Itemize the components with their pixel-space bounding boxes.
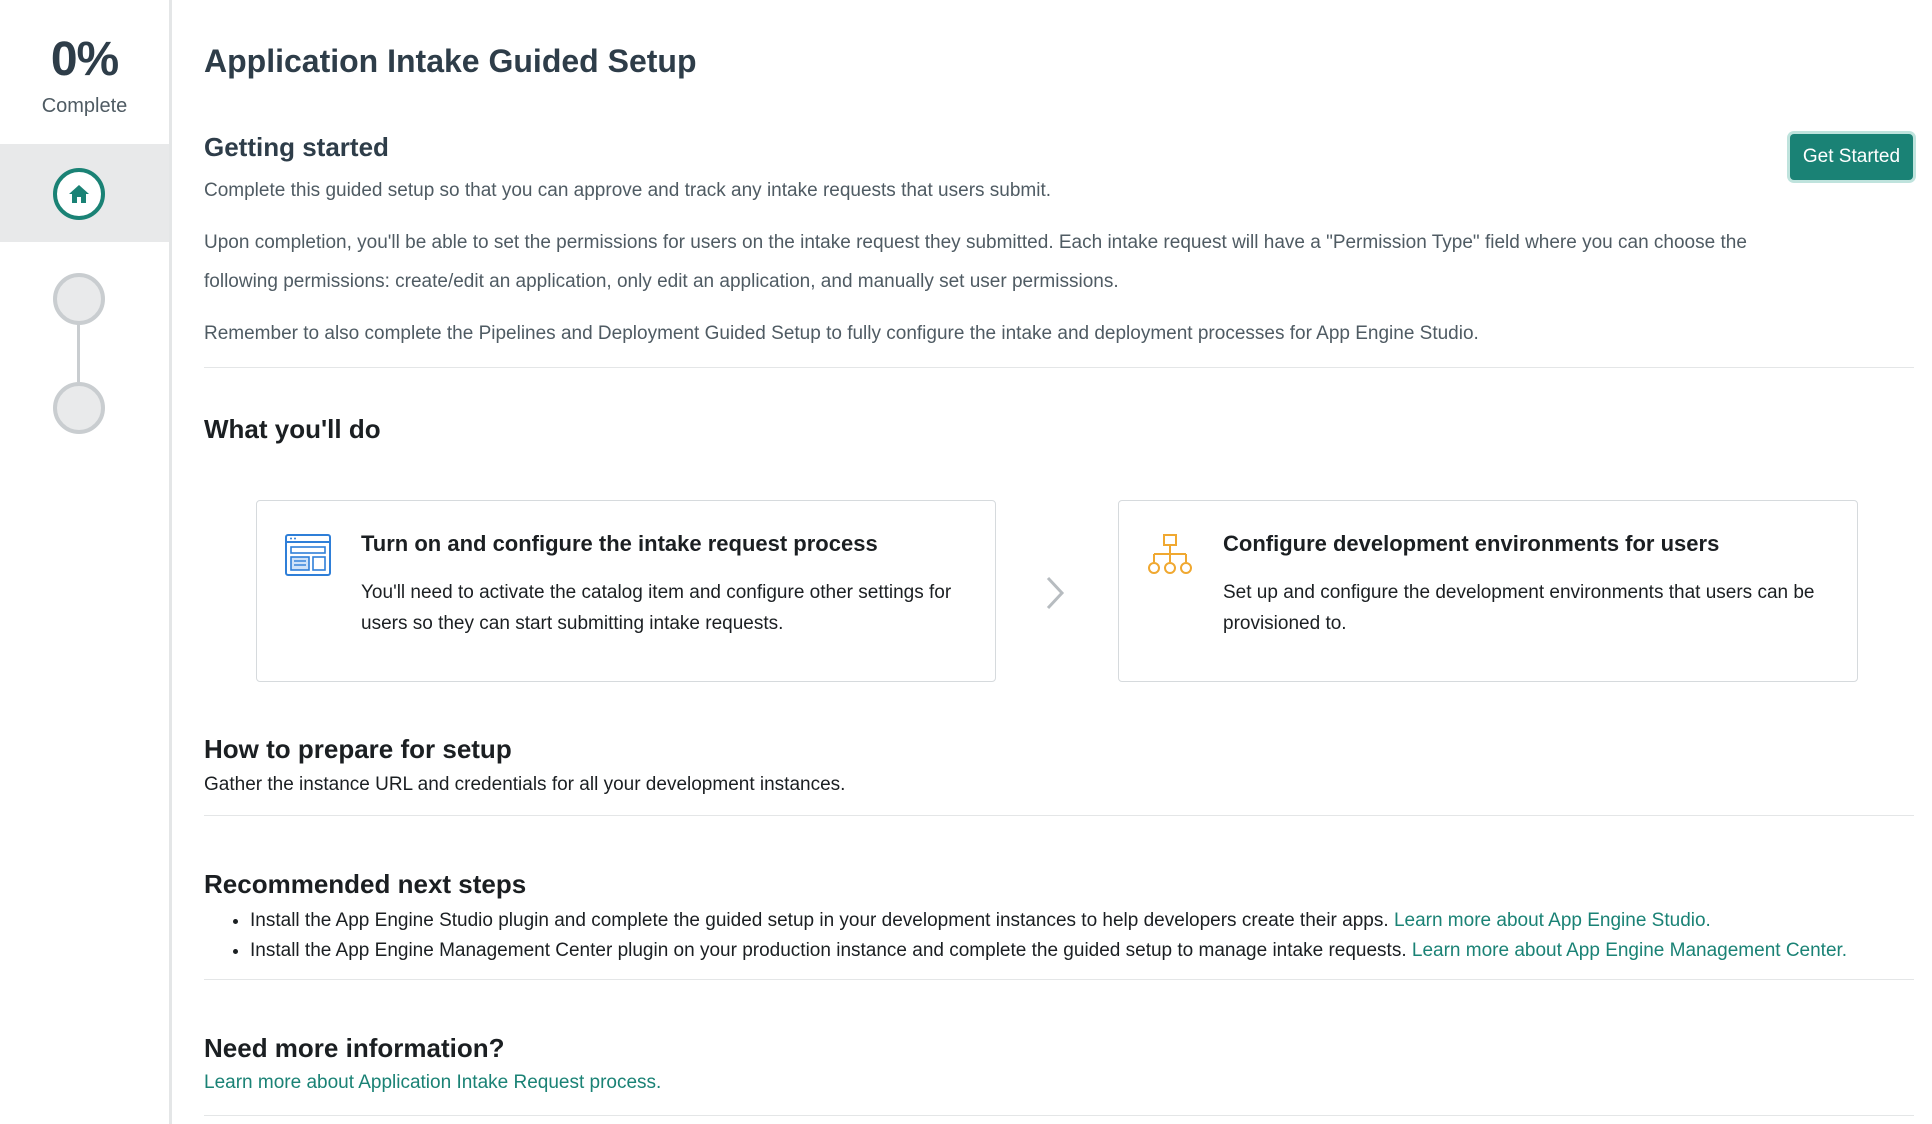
getting-started-intro: Complete this guided setup so that you can approve and track any intake requests that users submit. (204, 180, 1052, 201)
progress-percent: 0% (50, 33, 119, 86)
card-dev-environments[interactable] (1118, 500, 1858, 682)
chevron-right-icon (1045, 575, 1065, 611)
home-icon (68, 183, 90, 205)
step-1-circle[interactable] (53, 273, 105, 325)
card-description: Set up and configure the development environments that users can be provisioned to. (1223, 582, 1815, 634)
catalog-form-icon (284, 533, 332, 577)
step-connector (77, 320, 80, 382)
getting-started-reminder: Remember to also complete the Pipelines and Deployment Guided Setup to fully configure the intake and deployment processes for App Engine Studio. (204, 323, 1479, 344)
list-item (250, 906, 1932, 936)
progress-sidebar (0, 0, 172, 1124)
divider (204, 979, 1914, 980)
getting-started-permissions: Upon completion, you'll be able to set the permissions for users on the intake request they submitted. Each intake request will have a "Permission Type" field where you can choose the following permissions: create/edit an application, only edit an application, and manually set user permissions. (204, 232, 1747, 292)
home-step-circle (53, 168, 105, 220)
learn-more-intake-link[interactable]: Learn more about Application Intake Request process. (204, 1072, 662, 1093)
get-started-button[interactable]: Get Started (1790, 134, 1913, 180)
page-title: Application Intake Guided Setup (204, 43, 697, 79)
prepare-heading: How to prepare for setup (204, 734, 512, 764)
next-steps-list (204, 906, 1932, 966)
next-step-text: Install the App Engine Management Center plugin on your production instance and complete the guided setup to manage intake requests. (250, 940, 1412, 961)
next-steps-heading: Recommended next steps (204, 869, 527, 899)
learn-more-app-engine-studio-link[interactable]: Learn more about App Engine Studio. (1393, 910, 1711, 931)
getting-started-heading: Getting started (204, 132, 389, 162)
prepare-text: Gather the instance URL and credentials for all your development instances. (204, 774, 846, 795)
divider (204, 815, 1914, 816)
what-youll-do-heading: What you'll do (204, 414, 381, 444)
more-info-heading: Need more information? (204, 1033, 505, 1063)
card-description: You'll need to activate the catalog item and configure other settings for users so they can start submitting intake requests. (361, 582, 952, 634)
card-title: Configure development environments for users (1223, 531, 1720, 556)
card-title: Turn on and configure the intake request process (361, 531, 878, 556)
list-item (250, 936, 1932, 966)
hierarchy-icon (1146, 533, 1194, 577)
divider (204, 367, 1914, 368)
step-home[interactable] (0, 144, 169, 242)
step-2-circle[interactable] (53, 382, 105, 434)
card-intake-request[interactable] (256, 500, 996, 682)
next-step-text: Install the App Engine Studio plugin and complete the guided setup in your development instances to help developers create their apps. (250, 910, 1394, 931)
divider (204, 1115, 1914, 1116)
progress-label: Complete (41, 95, 128, 117)
learn-more-management-center-link[interactable]: Learn more about App Engine Management Center. (1411, 940, 1848, 961)
